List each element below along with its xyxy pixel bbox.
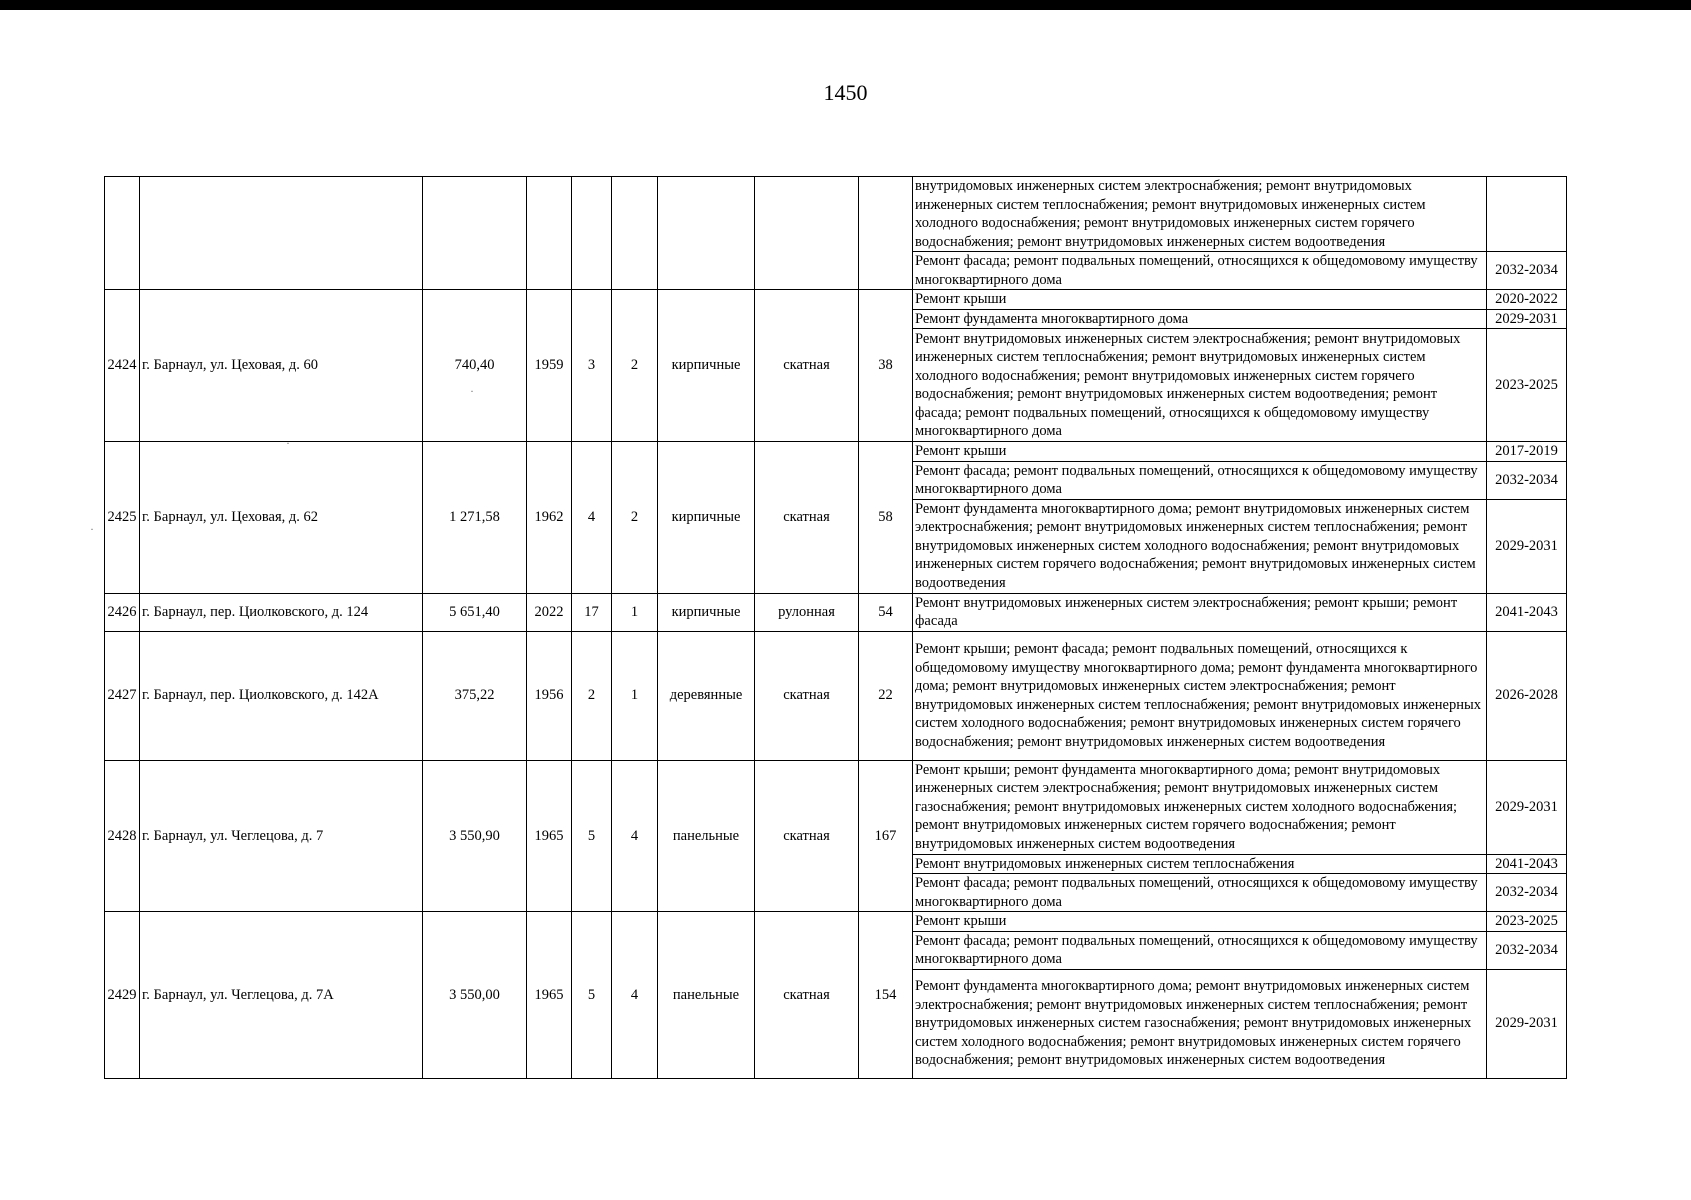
build-year [527, 177, 572, 290]
residents-count: 154 [859, 912, 913, 1079]
entrances-count: 4 [612, 912, 658, 1079]
top-border-bar [0, 0, 1691, 10]
repair-period [1487, 177, 1567, 252]
repair-period: 2041-2043 [1487, 593, 1567, 631]
house-area: 5 651,40 [423, 593, 527, 631]
roof-type: рулонная [755, 593, 859, 631]
entrances-count: 1 [612, 631, 658, 760]
residents-count: 54 [859, 593, 913, 631]
roof-type: скатная [755, 290, 859, 442]
entrances-count [612, 177, 658, 290]
build-year: 1962 [527, 442, 572, 594]
repair-period: 2032-2034 [1487, 874, 1567, 912]
wall-material: кирпичные [658, 593, 755, 631]
repair-period: 2029-2031 [1487, 499, 1567, 593]
residents-count: 167 [859, 760, 913, 912]
build-year: 1965 [527, 760, 572, 912]
repair-works: Ремонт крыши; ремонт фасада; ремонт подвальных помещений, относящихся к общедомовому имуществу многоквартирного дома; ремонт фундамента многоквартирного дома; ремонт внутридомовых инженерных систем электроснабжения; ремонт внутридомовых инженерных систем теплоснабжения; ремонт внутридомовых инженерных систем холодного водоснабжения; ремонт внутридомовых инженерных систем горячего водоснабжения; ремонт внутридомовых инженерных систем водоотведения [913, 631, 1487, 760]
table-row [105, 631, 1567, 760]
table-row [105, 760, 1567, 854]
entrances-count: 2 [612, 442, 658, 594]
house-number: 2427 [105, 631, 140, 760]
table-row [105, 593, 1567, 631]
table-row [105, 177, 1567, 252]
house-address: г. Барнаул, пер. Циолковского, д. 124 [140, 593, 423, 631]
repair-works: Ремонт внутридомовых инженерных систем теплоснабжения [913, 854, 1487, 874]
house-address: г. Барнаул, пер. Циолковского, д. 142А [140, 631, 423, 760]
house-area: 375,22 [423, 631, 527, 760]
build-year: 2022 [527, 593, 572, 631]
repair-works: Ремонт фасада; ремонт подвальных помещений, относящихся к общедомовому имуществу многоквартирного дома [913, 931, 1487, 969]
wall-material: кирпичные [658, 442, 755, 594]
scan-speck: · [286, 436, 290, 450]
house-area: 3 550,90 [423, 760, 527, 912]
scan-speck: · [470, 384, 474, 398]
page-number: 1450 [823, 80, 868, 105]
repair-works: Ремонт внутридомовых инженерных систем электроснабжения; ремонт крыши; ремонт фасада [913, 593, 1487, 631]
house-area: 740,40 [423, 290, 527, 442]
scan-speck: · [90, 522, 94, 536]
repair-works: Ремонт крыши [913, 912, 1487, 932]
roof-type: скатная [755, 912, 859, 1079]
entrances-count: 4 [612, 760, 658, 912]
repair-period: 2041-2043 [1487, 854, 1567, 874]
house-address: г. Барнаул, ул. Чеглецова, д. 7 [140, 760, 423, 912]
build-year: 1965 [527, 912, 572, 1079]
repair-period: 2017-2019 [1487, 442, 1567, 462]
repair-period: 2029-2031 [1487, 760, 1567, 854]
roof-type: скатная [755, 631, 859, 760]
repair-works: Ремонт крыши; ремонт фундамента многоквартирного дома; ремонт внутридомовых инженерных систем электроснабжения; ремонт внутридомовых инженерных систем газоснабжения; ремонт внутридомовых инженерных систем холодного водоснабжения; ремонт внутридомовых инженерных систем горячего водоснабжения; ремонт внутридомовых инженерных систем водоотведения [913, 760, 1487, 854]
repair-period: 2023-2025 [1487, 912, 1567, 932]
repair-period: 2029-2031 [1487, 969, 1567, 1078]
repair-works: Ремонт фасада; ремонт подвальных помещений, относящихся к общедомовому имуществу многоквартирного дома [913, 252, 1487, 290]
floors-count: 5 [572, 760, 612, 912]
repair-period: 2032-2034 [1487, 461, 1567, 499]
floors-count: 5 [572, 912, 612, 1079]
house-address: г. Барнаул, ул. Чеглецова, д. 7А [140, 912, 423, 1079]
house-number: 2428 [105, 760, 140, 912]
house-area [423, 177, 527, 290]
house-number: 2424 [105, 290, 140, 442]
house-number: 2429 [105, 912, 140, 1079]
residents-count: 58 [859, 442, 913, 594]
repair-works: внутридомовых инженерных систем электроснабжения; ремонт внутридомовых инженерных систем теплоснабжения; ремонт внутридомовых инженерных систем холодного водоснабжения; ремонт внутридомовых инженерных систем горячего водоснабжения; ремонт внутридомовых инженерных систем водоотведения [913, 177, 1487, 252]
residents-count: 22 [859, 631, 913, 760]
house-number: 2425 [105, 442, 140, 594]
roof-type [755, 177, 859, 290]
repair-works: Ремонт крыши [913, 442, 1487, 462]
repair-works: Ремонт внутридомовых инженерных систем электроснабжения; ремонт внутридомовых инженерных систем теплоснабжения; ремонт внутридомовых инженерных систем холодного водоснабжения; ремонт внутридомовых инженерных систем горячего водоснабжения; ремонт внутридомовых инженерных систем водоотведения; ремонт фасада; ремонт подвальных помещений, относящихся к общедомовому имуществу многоквартирного дома [913, 329, 1487, 442]
build-year: 1959 [527, 290, 572, 442]
residents-count [859, 177, 913, 290]
table-row [105, 442, 1567, 462]
repair-period: 2023-2025 [1487, 329, 1567, 442]
house-address [140, 177, 423, 290]
entrances-count: 2 [612, 290, 658, 442]
floors-count: 2 [572, 631, 612, 760]
residents-count: 38 [859, 290, 913, 442]
repair-period: 2032-2034 [1487, 931, 1567, 969]
repair-period: 2026-2028 [1487, 631, 1567, 760]
repair-works: Ремонт фундамента многоквартирного дома; ремонт внутридомовых инженерных систем электроснабжения; ремонт внутридомовых инженерных систем теплоснабжения; ремонт внутридомовых инженерных систем холодного водоснабжения; ремонт внутридомовых инженерных систем горячего водоснабжения; ремонт внутридомовых инженерных систем водоотведения [913, 499, 1487, 593]
roof-type: скатная [755, 760, 859, 912]
roof-type: скатная [755, 442, 859, 594]
wall-material: панельные [658, 760, 755, 912]
house-area: 1 271,58 [423, 442, 527, 594]
repair-works: Ремонт фасада; ремонт подвальных помещений, относящихся к общедомовому имуществу многоквартирного дома [913, 874, 1487, 912]
repair-works: Ремонт фасада; ремонт подвальных помещений, относящихся к общедомовому имуществу многоквартирного дома [913, 461, 1487, 499]
wall-material: деревянные [658, 631, 755, 760]
floors-count: 3 [572, 290, 612, 442]
floors-count: 4 [572, 442, 612, 594]
house-number: 2426 [105, 593, 140, 631]
entrances-count: 1 [612, 593, 658, 631]
house-number [105, 177, 140, 290]
table-body [105, 177, 1567, 1079]
wall-material: панельные [658, 912, 755, 1079]
floors-count [572, 177, 612, 290]
wall-material [658, 177, 755, 290]
house-address: г. Барнаул, ул. Цеховая, д. 62 [140, 442, 423, 594]
house-address: г. Барнаул, ул. Цеховая, д. 60 [140, 290, 423, 442]
repair-works: Ремонт фундамента многоквартирного дома; ремонт внутридомовых инженерных систем электроснабжения; ремонт внутридомовых инженерных систем теплоснабжения; ремонт внутридомовых инженерных систем газоснабжения; ремонт внутридомовых инженерных систем холодного водоснабжения; ремонт внутридомовых инженерных систем горячего водоснабжения; ремонт внутридомовых инженерных систем водоотведения [913, 969, 1487, 1078]
repair-works: Ремонт фундамента многоквартирного дома [913, 309, 1487, 329]
build-year: 1956 [527, 631, 572, 760]
repair-period: 2020-2022 [1487, 290, 1567, 310]
house-area: 3 550,00 [423, 912, 527, 1079]
repair-period: 2029-2031 [1487, 309, 1567, 329]
housing-repair-table [104, 176, 1567, 1079]
table-row [105, 290, 1567, 310]
repair-works: Ремонт крыши [913, 290, 1487, 310]
floors-count: 17 [572, 593, 612, 631]
table-row [105, 912, 1567, 932]
repair-period: 2032-2034 [1487, 252, 1567, 290]
wall-material: кирпичные [658, 290, 755, 442]
